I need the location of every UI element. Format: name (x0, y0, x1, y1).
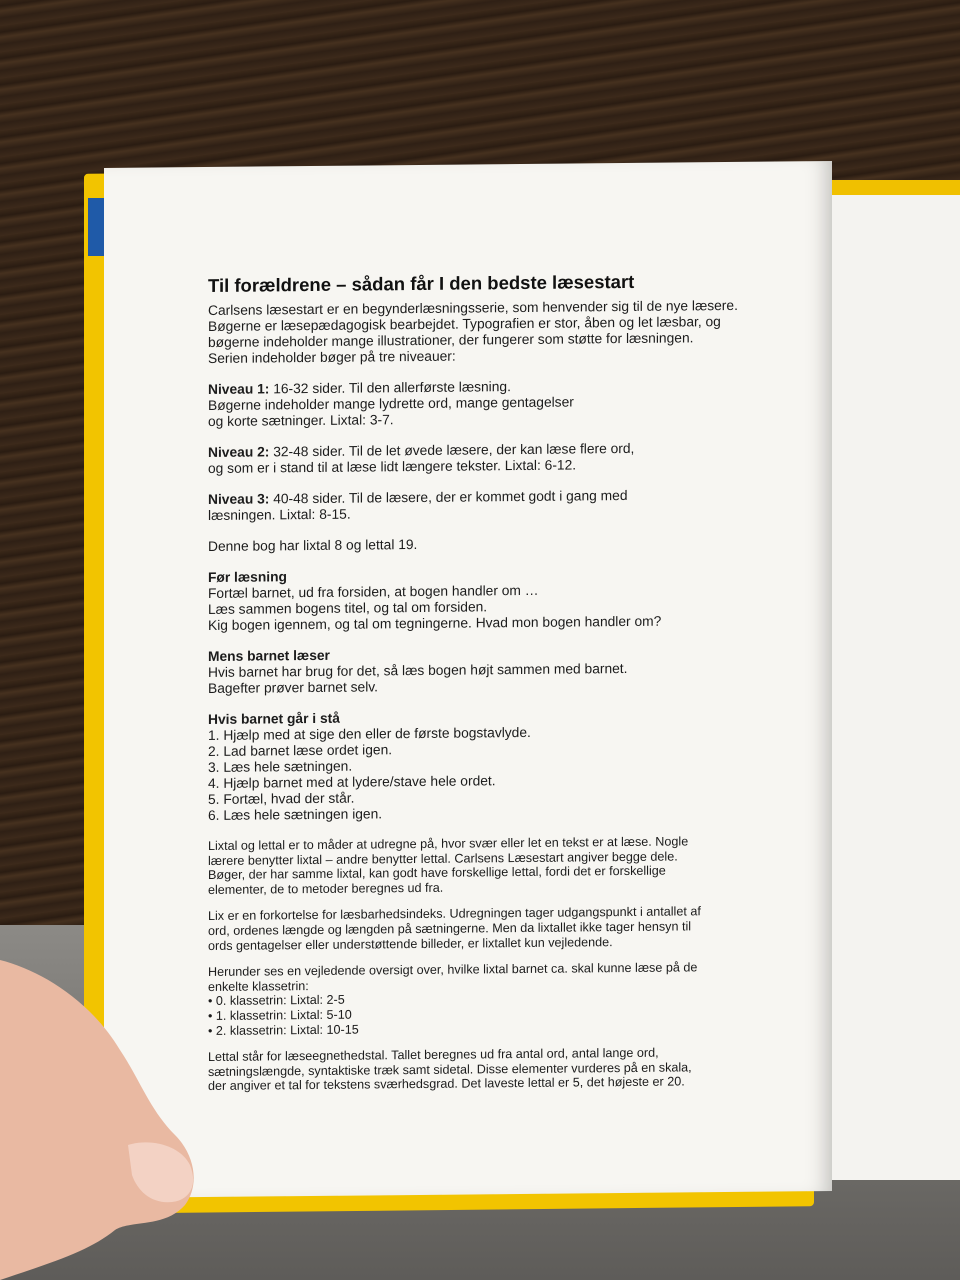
hand-thumb (0, 960, 200, 1280)
level-3: Niveau 3: 40-48 sider. Til de læsere, der er kommet godt i gang med (208, 487, 628, 508)
before-line: Kig bogen igennem, og tal om tegningerne. Hvad mon bogen handler om? (208, 613, 662, 634)
book-page (104, 161, 832, 1198)
right-page (815, 195, 960, 1180)
stuck-item: 3. Læs hele sætningen. (208, 758, 353, 776)
before-line: Læs sammen bogens titel, og tal om forsiden. (208, 599, 488, 618)
book-note: Denne bog har lixtal 8 og lettal 19. (208, 536, 418, 555)
level-1-line: og korte sætninger. Lixtal: 3-7. (208, 412, 394, 430)
before-heading: Før læsning (208, 569, 287, 586)
grade-item: • 2. klassetrin: Lixtal: 10-15 (208, 1022, 359, 1038)
stuck-item: 2. Lad barnet læse ordet igen. (208, 742, 393, 760)
intro-line: bøgerne indeholder mange illustrationer, der fungerer som støtte for læsningen. (208, 330, 694, 351)
while-line: Hvis barnet har brug for det, så læs bogen højt sammen med barnet. (208, 660, 628, 681)
level-2-line: og som er i stand til at læse lidt længere tekster. Lixtal: 6-12. (208, 457, 577, 477)
level-3-line: læsningen. Lixtal: 8-15. (208, 506, 351, 524)
level-2: Niveau 2: 32-48 sider. Til de let øvede læsere, der kan læse flere ord, (208, 440, 635, 461)
lix-lettal-paragraph: Lixtal og lettal er to måder at udregne på, hvor svær eller let en tekst er at læse. Nogle lærere benytter lixtal – andre benytter lettal. Carlsens Læsestart angiver begge dele. Bøger, der har samme lixtal, kan godt have forskellige lettal, fordi det er forskellige elementer, de to metoder beregnes ud fra. (208, 834, 689, 897)
level-2-label: Niveau 2: (208, 444, 270, 461)
intro-line: Serien indeholder bøger på tre niveauer: (208, 348, 456, 367)
stuck-item: 6. Læs hele sætningen igen. (208, 806, 383, 824)
level-3-label: Niveau 3: (208, 491, 270, 508)
lettal-definition-paragraph: Lettal står for læseegnethedstal. Tallet beregnes ud fra antal ord, antal lange ord, sætningslængde, syntaktiske træk samt sidetal. Disse elementer vurderes på en skala, der angiver et tal for tekstens sværhedsgrad. Det laveste lettal er 5, det højeste er 20. (208, 1045, 692, 1094)
page-content (208, 269, 788, 1093)
page-title: Til forældrene – sådan får I den bedste læsestart (208, 270, 635, 297)
while-heading: Mens barnet læser (208, 647, 330, 665)
grade-item: • 0. klassetrin: Lixtal: 2-5 (208, 993, 345, 1009)
intro-line: Carlsens læsestart er en begynderlæsningsserie, som henvender sig til de nye læsere. (208, 297, 738, 319)
level-1: Niveau 1: 16-32 sider. Til den allerførste læsning. (208, 379, 511, 398)
while-line: Bagefter prøver barnet selv. (208, 679, 378, 697)
grade-overview: Herunder ses en vejledende oversigt over, hvilke lixtal barnet ca. skal kunne læse på de enkelte klassetrin: • 0. klassetrin: Lixtal: 2-5 • 1. klassetrin: Lixtal: 5-10 • 2. klassetrin: Lixtal: 10-15 (208, 960, 788, 1039)
intro-line: Bøgerne er læsepædagogisk bearbejdet. Typografien er stor, åben og let læsbar, og (208, 314, 721, 335)
stuck-item: 5. Fortæl, hvad der står. (208, 790, 355, 808)
level-1-label: Niveau 1: (208, 381, 270, 398)
grade-item: • 1. klassetrin: Lixtal: 5-10 (208, 1007, 352, 1023)
stuck-item: 4. Hjælp barnet med at lydere/stave hele ordet. (208, 773, 496, 792)
stuck-heading: Hvis barnet går i stå (208, 710, 340, 728)
lix-definition-paragraph: Lix er en forkortelse for læsbarhedsindeks. Udregningen tager udgangspunkt i antallet af ord, ordenes længde og længden på sætningerne. Men da lixtallet ikke tager hensyn til ords gentagelser eller understøttende billeder, er lixtallet kun vejledende. (208, 904, 701, 953)
before-line: Fortæl barnet, ud fra forsiden, at bogen handler om … (208, 582, 539, 602)
level-1-line: Bøgerne indeholder mange lydrette ord, mange gentagelser (208, 394, 574, 414)
stuck-item: 1. Hjælp med at sige den eller de første bogstavlyde. (208, 724, 531, 744)
